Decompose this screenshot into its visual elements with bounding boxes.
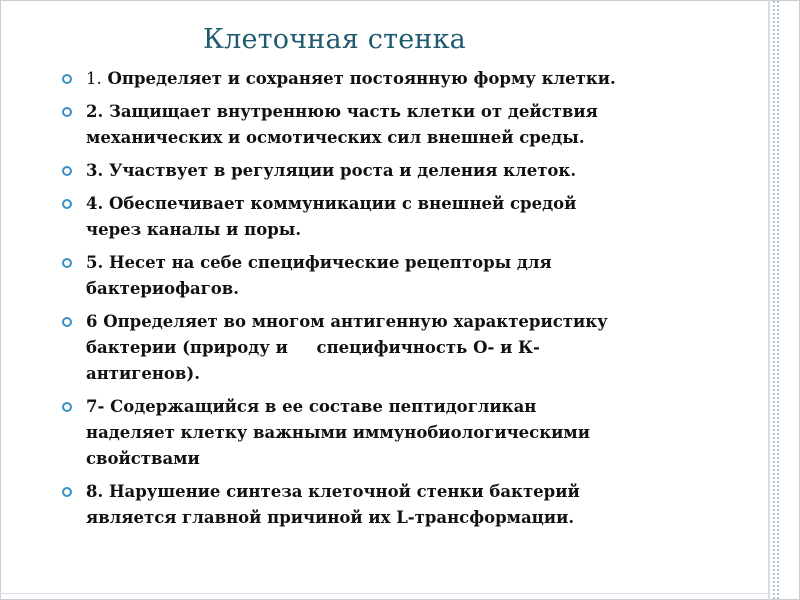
list-item [62,479,762,531]
list-item [62,99,762,151]
item-text: 5. Несет на себе специфические рецепторы для бактериофагов. [86,253,552,298]
list-item [62,250,762,302]
item-text: 3. Участвует в регуляции роста и деления клеток. [86,161,577,180]
bullet-circle-icon [62,402,72,412]
list-item [62,158,762,184]
bullet-circle-icon [62,107,72,117]
item-text: 4. Обеспечивает коммуникации с внешней средой через каналы и поры. [86,194,577,239]
bullet-circle-icon [62,487,72,497]
decorative-line [768,0,770,600]
item-text: Определяет и сохраняет постоянную форму клетки. [101,69,616,88]
slide-title: Клеточная стенка [203,24,466,55]
item-text: 8. Нарушение синтеза клеточной стенки бактерий является главной причиной их L-трансформации. [86,482,580,527]
list-item [62,191,762,243]
list-item [62,309,762,387]
list-item [62,66,762,92]
bullet-circle-icon [62,317,72,327]
bullet-circle-icon [62,258,72,268]
list-item [62,394,762,472]
item-text: 2. Защищает внутреннюю часть клетки от действия механических и осмотических сил внешней среды. [86,102,598,147]
bullet-circle-icon [62,199,72,209]
item-text: 6 Определяет во многом антигенную характеристику бактерии (природу и специфичность О- и К- антигенов). [86,312,608,383]
bullet-list [62,66,762,538]
item-number: 1. [86,69,102,88]
decorative-dotted-strip [772,0,780,600]
item-text: 7- Содержащийся в ее составе пептидогликан наделяет клетку важными иммунобиологическими свойствами [86,397,590,468]
bullet-circle-icon [62,166,72,176]
bottom-divider [0,593,770,594]
bullet-circle-icon [62,74,72,84]
